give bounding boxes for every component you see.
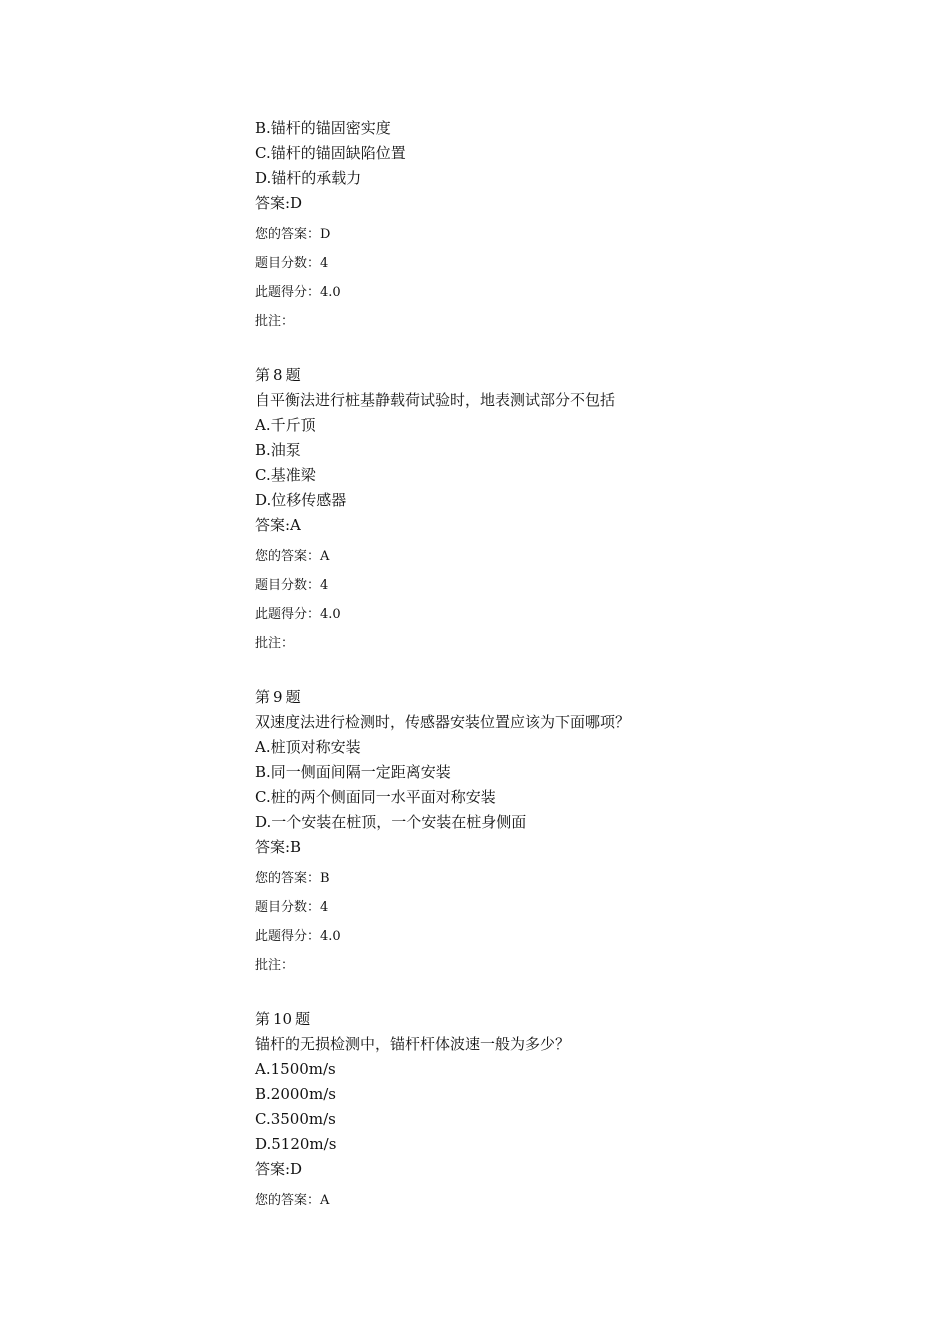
option-b: B.锚杆的锚固密实度 — [255, 119, 391, 137]
question-10 — [255, 1007, 895, 1215]
correct-answer: 答案:B — [255, 838, 302, 856]
question-number: 第 8 题 — [255, 366, 301, 384]
question-8 — [255, 363, 895, 658]
earned-score: 此题得分：4.0 — [255, 929, 341, 944]
option-c: C.3500m/s — [255, 1110, 336, 1128]
earned-score: 此题得分：4.0 — [255, 607, 341, 622]
your-answer: 您的答案：A — [255, 549, 330, 564]
option-d: D.一个安装在桩顶，一个安装在桩身侧面 — [255, 813, 527, 831]
comment-label: 批注： — [255, 314, 295, 329]
earned-score: 此题得分：4.0 — [255, 285, 341, 300]
question-score: 题目分数：4 — [255, 900, 329, 915]
correct-answer: 答案:D — [255, 194, 303, 212]
your-answer: 您的答案：B — [255, 871, 330, 886]
option-b: B.2000m/s — [255, 1085, 336, 1103]
your-answer: 您的答案：A — [255, 1193, 330, 1208]
option-d: D.锚杆的承载力 — [255, 169, 362, 187]
question-7-tail — [255, 116, 895, 336]
question-score: 题目分数：4 — [255, 256, 329, 271]
comment-label: 批注： — [255, 958, 295, 973]
question-number: 第 10 题 — [255, 1010, 311, 1028]
comment-label: 批注： — [255, 636, 295, 651]
question-number: 第 9 题 — [255, 688, 301, 706]
option-a: A.千斤顶 — [255, 416, 316, 434]
option-c: C.基准梁 — [255, 466, 316, 484]
option-d: D.位移传感器 — [255, 491, 347, 509]
option-c: C.桩的两个侧面同一水平面对称安装 — [255, 788, 496, 806]
option-d: D.5120m/s — [255, 1135, 337, 1153]
question-stem: 自平衡法进行桩基静载荷试验时，地表测试部分不包括 — [255, 391, 616, 409]
option-b: B.同一侧面间隔一定距离安装 — [255, 763, 451, 781]
correct-answer: 答案:A — [255, 516, 301, 534]
option-a: A.桩顶对称安装 — [255, 738, 361, 756]
option-c: C.锚杆的锚固缺陷位置 — [255, 144, 406, 162]
correct-answer: 答案:D — [255, 1160, 303, 1178]
quiz-result-page — [255, 116, 895, 1215]
question-score: 题目分数：4 — [255, 578, 329, 593]
your-answer: 您的答案：D — [255, 227, 331, 242]
question-stem: 锚杆的无损检测中，锚杆杆体波速一般为多少？ — [255, 1035, 571, 1053]
option-a: A.1500m/s — [255, 1060, 336, 1078]
option-b: B.油泵 — [255, 441, 301, 459]
question-9 — [255, 685, 895, 980]
question-stem: 双速度法进行检测时，传感器安装位置应该为下面哪项？ — [255, 713, 631, 731]
